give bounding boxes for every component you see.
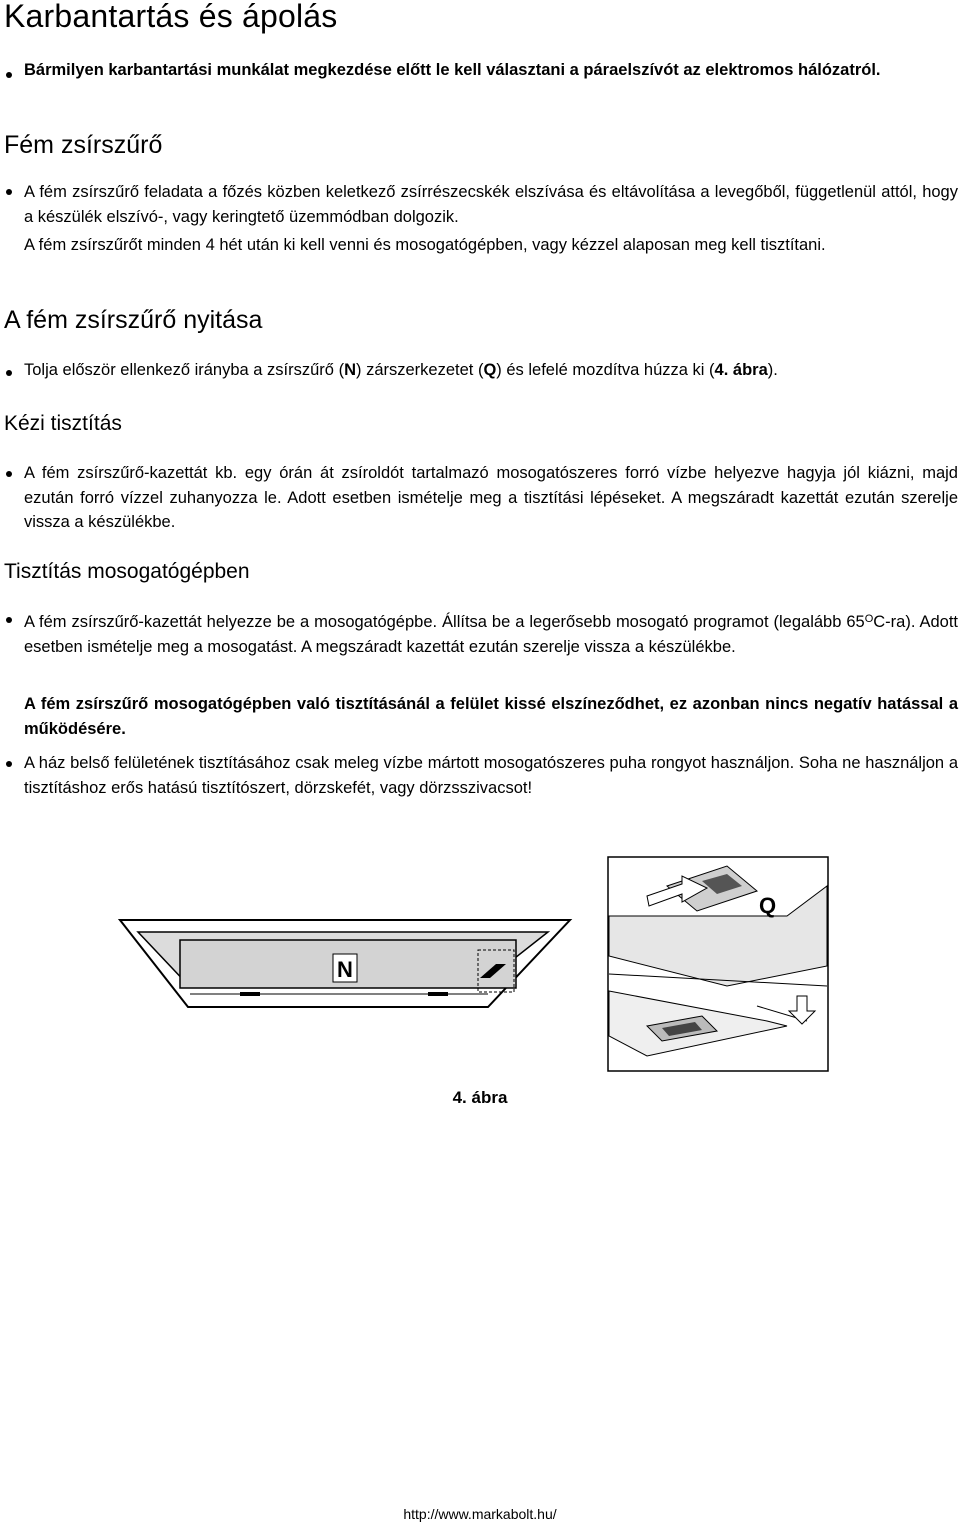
dishwasher-text-2: C-ra). Adott esetben ismételje meg a mosogatást. A megszáradt kazettát ezután szerelje vissza a készülékbe. bbox=[24, 613, 958, 656]
heading-metal-filter: Fém zsírszűrő bbox=[4, 131, 163, 159]
opening-text-3: ) és lefelé mozdítva húzza ki ( bbox=[496, 361, 715, 379]
bullet-dot bbox=[6, 617, 12, 623]
figure-ref: 4. ábra bbox=[714, 361, 768, 379]
filter-removal-illustration bbox=[607, 856, 829, 1072]
label-n: N bbox=[344, 361, 356, 379]
dishwasher-text bbox=[24, 607, 958, 659]
heading-dishwasher: Tisztítás mosogatógépben bbox=[4, 560, 250, 583]
bullet-dot bbox=[6, 761, 12, 767]
opening-instruction bbox=[24, 358, 958, 383]
heading-hand-cleaning: Kézi tisztítás bbox=[4, 412, 122, 435]
heading-filter-opening: A fém zsírszűrő nyitása bbox=[4, 306, 263, 334]
housing-cleaning-text: A ház belső felületének tisztításához csak meleg vízbe mártott mosogatószeres puha rongyot használjon. Soha ne használjon a tisztításhoz erős hatású tisztítószert, dörzskefét, vagy dörzsszivacsot! bbox=[24, 754, 958, 797]
filter-schedule-text: A fém zsírszűrőt minden 4 hét után ki kell venni és mosogatógépben, vagy kézzel alaposan meg kell tisztítani. bbox=[24, 236, 826, 254]
label-q: Q bbox=[483, 361, 497, 379]
page-title: Karbantartás és ápolás bbox=[4, 0, 338, 34]
bullet-dot bbox=[6, 471, 12, 477]
figure-label-n: N bbox=[337, 957, 353, 982]
opening-text-2: ) zárszerkezetet ( bbox=[355, 361, 484, 379]
bullet-dot bbox=[6, 189, 12, 195]
footer-url: http://www.markabolt.hu/ bbox=[403, 1506, 557, 1522]
opening-text-1: Tolja először ellenkező irányba a zsírszűrő ( bbox=[24, 361, 345, 379]
bullet-dot bbox=[6, 370, 12, 376]
filter-purpose-text: A fém zsírszűrő feladata a főzés közben keletkező zsírrészecskék elszívása és eltávolítása a levegőből, függetlenül attól, hogy a készülék elszívó-, vagy keringtető üzemmódban dolgozik. bbox=[24, 183, 958, 226]
dishwasher-warning: A fém zsírszűrő mosogatógépben való tisztításánál a felület kissé elszíneződhet, ez azonban nincs negatív hatással a működésére. bbox=[24, 695, 958, 738]
figure-label-q: Q bbox=[759, 893, 777, 918]
opening-text-4: ). bbox=[767, 361, 778, 379]
bullet-dot bbox=[6, 72, 12, 78]
dishwasher-text-1: A fém zsírszűrő-kazettát helyezze be a mosogatógépbe. Állítsa be a legerősebb mosogató programot (legalább 65 bbox=[24, 613, 865, 631]
figure-caption: 4. ábra bbox=[452, 1088, 508, 1107]
hood-underside-illustration bbox=[118, 912, 578, 1022]
degree-sign: O bbox=[864, 613, 874, 625]
hand-cleaning-text: A fém zsírszűrő-kazettát kb. egy órán át zsíroldót tartalmazó mosogatószeres forró vízbe helyezve hagyja jól kiázni, majd ezután forró vízzel zuhanyozza le. Adott esetben ismételje meg a tisztítási lépéseket. A megszáradt kazettát ezután szerelje vissza a készülékbe. bbox=[24, 464, 958, 531]
intro-warning: Bármilyen karbantartási munkálat megkezdése előtt le kell választani a páraelszívót az elektromos hálózatról. bbox=[24, 61, 881, 79]
